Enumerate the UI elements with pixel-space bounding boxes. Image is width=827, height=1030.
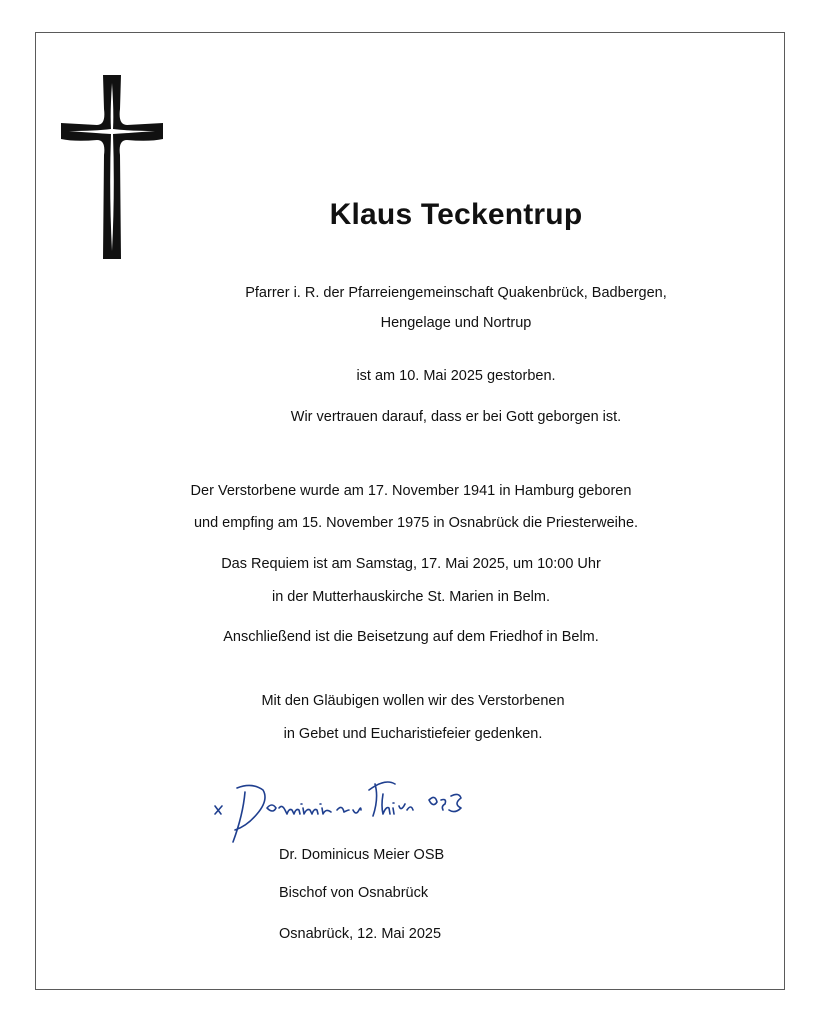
biography-line-1: Der Verstorbene wurde am 17. November 1941 in Hamburg geboren [190,483,632,499]
burial-statement: Anschließend ist die Beisetzung auf dem Friedhof in Belm. [223,629,599,645]
handwritten-signature [207,770,477,850]
role-line-1: Pfarrer i. R. der Pfarreiengemeinschaft Quakenbrück, Badbergen, [245,285,667,301]
requiem-line-1: Das Requiem ist am Samstag, 17. Mai 2025, um 10:00 Uhr [221,556,601,572]
prayer-line-2: in Gebet und Eucharistiefeier gedenken. [283,726,543,742]
deceased-name: Klaus Teckentrup [329,198,583,231]
trust-statement: Wir vertrauen darauf, dass er bei Gott geborgen ist. [290,409,622,425]
prayer-line-1: Mit den Gläubigen wollen wir des Verstorbenen [261,693,565,709]
signatory-name: Dr. Dominicus Meier OSB [279,847,445,863]
requiem-line-2: in der Mutterhauskirche St. Marien in Belm. [271,589,551,605]
death-statement: ist am 10. Mai 2025 gestorben. [356,368,556,384]
role-line-2: Hengelage und Nortrup [380,315,532,331]
signatory-title: Bischof von Osnabrück [279,885,429,901]
place-and-date: Osnabrück, 12. Mai 2025 [279,926,442,942]
cross-icon [59,73,165,261]
biography-line-2: und empfing am 15. November 1975 in Osnabrück die Priesterweihe. [193,515,639,531]
